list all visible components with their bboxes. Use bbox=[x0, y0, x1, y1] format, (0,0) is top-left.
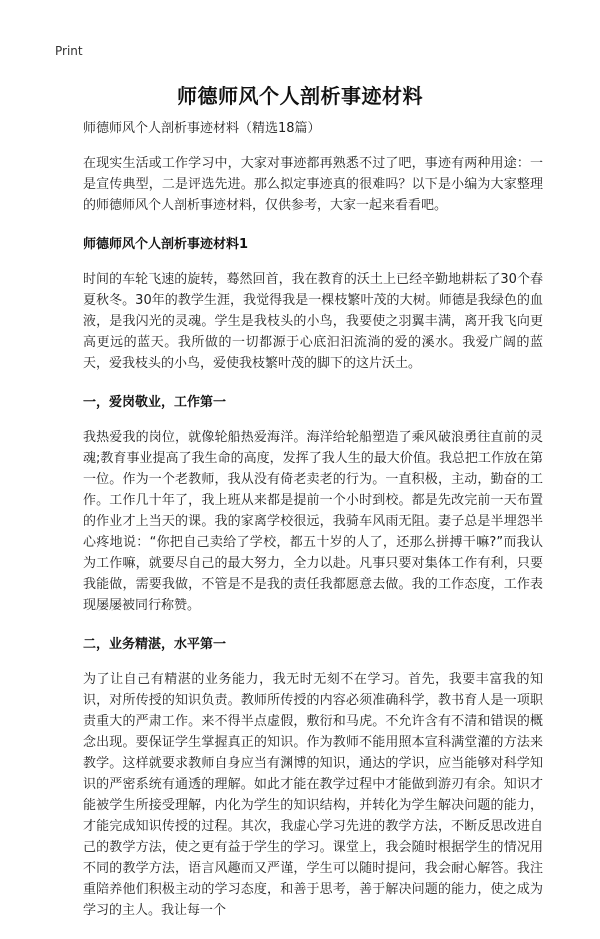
section-paragraph-3: 为了让自己有精湛的业务能力，我无时无刻不在学习。首先，我要丰富我的知识，对所传授的知识负责。教师所传授的内容必须准确科学，教书育人是一项职责重大的严肃工作。来不得半点虚假，敷衍和马虎。不允许含有不清和错误的概念出现。要保证学生掌握真正的知识。作为教师不能用照本宣科满堂灌的方法来教学。这样就要求教师自身应当有渊博的知识，通达的学识，应当能够对科学知识的严密系统有通透的理解。如此才能在教学过程中才能做到游刃有余。知识才能被学生所接受理解，内化为学生的知识结构，并转化为学生解决问题的能力，才能完成知识传授的过程。其次，我虚心学习先进的教学方法，不断反思改进自己的教学方法，使之更有益于学生的学习。课堂上，我会随时根据学生的情况用不同的教学方法，语言风趣而又严谨，学生可以随时提问，我会耐心解答。我注重陪养他们积极主动的学习态度，和善于思考，善于解决问题的能力，使之成为学习的主人。我让每一个 bbox=[83, 672, 543, 918]
intro-paragraph: 在现实生活或工作学习中，大家对事迹都再熟悉不过了吧，事迹有两种用途：一是宣传典型，二是评选先进。那么拟定事迹真的很难吗？以下是小编为大家整理的师德师风个人剖析事迹材料，仅供参考，大家一起来看看吧。 bbox=[83, 156, 543, 213]
section-heading-2: 一，爱岗敬业，工作第一 bbox=[83, 395, 227, 410]
section-heading-1: 师德师风个人剖析事迹材料1 bbox=[83, 237, 249, 252]
section-paragraph-2: 我热爱我的岗位，就像轮船热爱海洋。海洋给轮船塑造了乘风破浪勇往直前的灵魂;教育事业提高了我生命的高度，发挥了我人生的最大价值。我总把工作放在第一位。作为一个老教师，我从没有倚老卖老的行为。一直积极，主动，勤奋的工作。工作几十年了，我上班从来都是提前一个小时到校。都是先改完前一天布置的作业才上当天的课。我的家离学校很远，我骑车风雨无阻。妻子总是半埋怨半心疼地说：“你把自己卖给了学校，都五十岁的人了，还那么拼搏干嘛?”而我认为工作嘛，就要尽自己的最大努力，全力以赴。凡事只要对集体工作有利，只要我能做，需要我做，不管是不是我的责任我都愿意去做。我的工作态度，工作表现屡屡被同行称赞。 bbox=[83, 430, 543, 613]
section-paragraph-1: 时间的车轮飞速的旋转，蓦然回首，我在教育的沃土上已经辛勤地耕耘了30个春夏秋冬。30年的教学生涯，我觉得我是一棵枝繁叶茂的大树。师德是我绿色的血液，是我闪光的灵魂。学生是我枝头的小鸟，我要使之羽翼丰满，离开我飞向更高更远的蓝天。我所做的一切都源于心底汩汩流淌的爱的溪水。我爱广阔的蓝天，爱我枝头的小鸟，爱使我枝繁叶茂的脚下的这片沃土。 bbox=[83, 272, 543, 371]
document-body bbox=[83, 118, 543, 939]
print-label: Print bbox=[55, 44, 83, 58]
document-subtitle: 师德师风个人剖析事迹材料（精选18篇） bbox=[83, 121, 321, 136]
document-title: 师德师风个人剖析事迹材料 bbox=[177, 84, 423, 108]
section-heading-3: 二，业务精湛，水平第一 bbox=[83, 637, 227, 652]
